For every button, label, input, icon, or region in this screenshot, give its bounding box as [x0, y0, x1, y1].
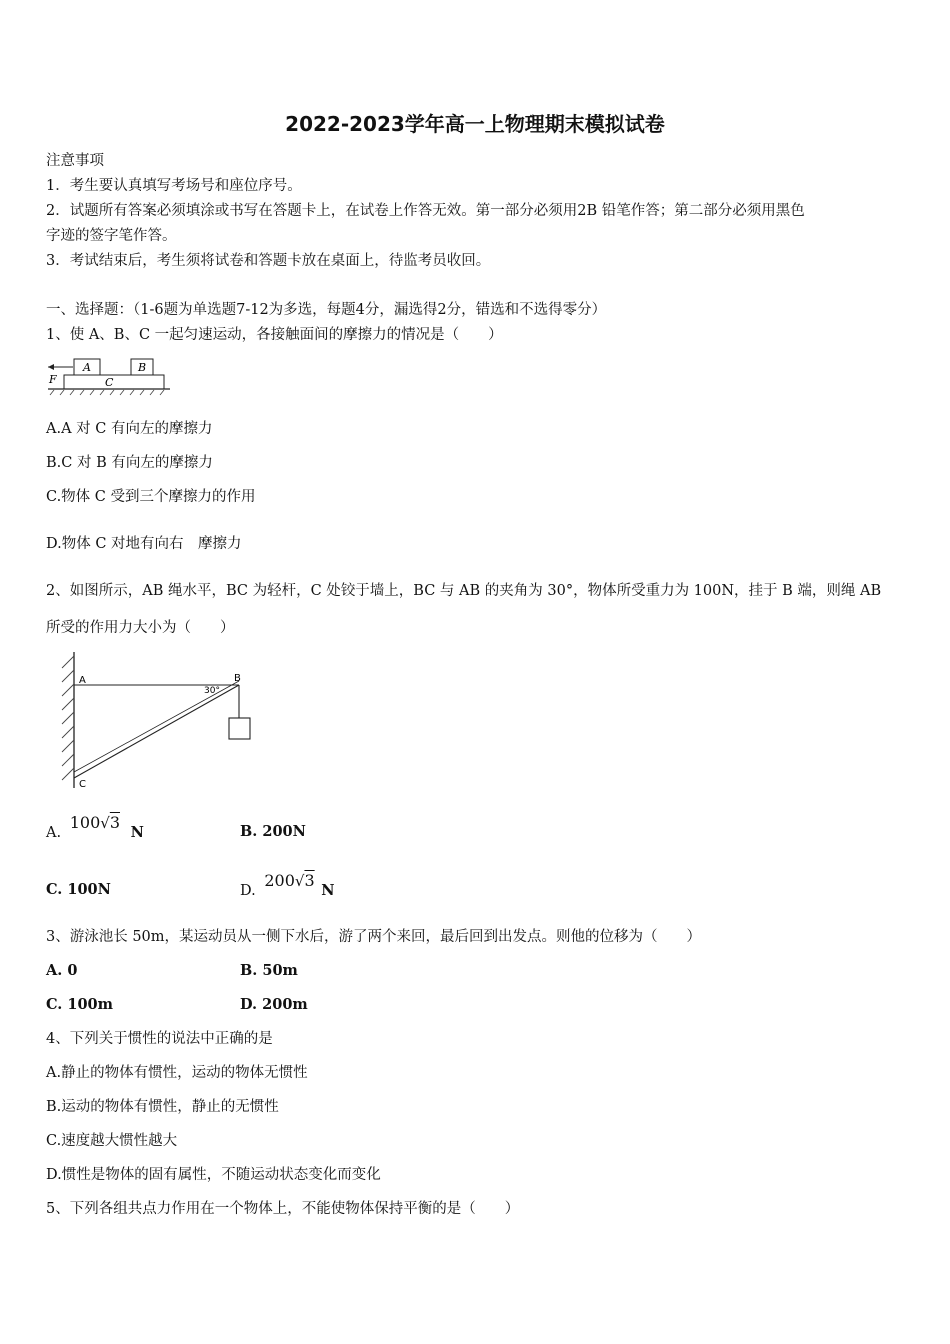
page-title: 2022-2023学年高一上物理期末模拟试卷	[285, 112, 665, 136]
q1-label-f: F	[49, 373, 57, 386]
notice-item-1: 1．考生要认真填写考场号和座位序号。	[46, 178, 302, 194]
q2-option-a-prefix: A.	[46, 825, 62, 841]
q2-option-a	[46, 813, 144, 843]
section-heading: 一、选择题：（1-6题为单选题7-12为多选，每题4分，漏选得2分，错选和不选得零分）	[46, 302, 607, 318]
q2-option-d	[240, 871, 335, 901]
notice-item-3: 3．考试结束后，考生须将试卷和答题卡放在桌面上，待监考员收回。	[46, 253, 491, 269]
q2-option-a-unit: N	[130, 824, 144, 841]
q5-stem: 5、下列各组共点力作用在一个物体上，不能使物体保持平衡的是（ ）	[46, 1201, 520, 1217]
q2-option-a-radicand: 3	[109, 813, 120, 832]
notice-item-2-cont: 字迹的签字笔作答。	[46, 228, 177, 244]
q1-label-c: C	[105, 376, 114, 389]
q2-option-d-coef: 200	[264, 871, 295, 890]
notice-heading: 注意事项	[46, 153, 104, 169]
q2-option-b: B. 200N	[240, 823, 306, 840]
q4-option-d: D.惯性是物体的固有属性，不随运动状态变化而变化	[46, 1167, 381, 1183]
q2-option-d-math	[264, 871, 314, 890]
notice-item-2: 2．试题所有答案必须填涂或书写在答题卡上，在试卷上作答无效。第一部分必须用2B 铅笔作答；第二部分必须用黑色	[46, 203, 805, 219]
q1-option-d: D.物体 C 对地有向右 摩擦力	[46, 536, 242, 552]
sqrt-icon: √	[100, 814, 110, 832]
q2-label-a: A	[79, 675, 86, 686]
q1-option-a: A.A 对 C 有向左的摩擦力	[46, 421, 213, 437]
q2-option-a-coef: 100	[69, 813, 101, 832]
q2-option-d-prefix: D.	[240, 883, 256, 899]
q2-stem-line1: 2、如图所示，AB 绳水平，BC 为轻杆，C 处铰于墙上，BC 与 AB 的夹角为 30°，物体所受重力为 100N，挂于 B 端，则绳 AB	[46, 583, 882, 599]
q2-stem-line2: 所受的作用力大小为（ ）	[46, 620, 235, 636]
q2-label-b: B	[234, 673, 241, 684]
q4-stem: 4、下列关于惯性的说法中正确的是	[46, 1031, 273, 1047]
q1-label-b: B	[138, 361, 147, 374]
q2-label-c: C	[79, 779, 86, 790]
q3-option-b: B. 50m	[240, 962, 298, 979]
sqrt-icon: √	[294, 872, 305, 890]
q1-option-c: C.物体 C 受到三个摩擦力的作用	[46, 489, 256, 505]
q3-option-c: C. 100m	[46, 996, 113, 1013]
q1-option-b: B.C 对 B 有向左的摩擦力	[46, 455, 213, 471]
q2-option-d-unit: N	[321, 882, 335, 899]
q3-option-d: D. 200m	[240, 996, 308, 1013]
q1-label-a: A	[83, 361, 91, 374]
q2-option-d-radicand: 3	[304, 871, 315, 890]
q2-angle-label: 30°	[204, 686, 220, 696]
q2-option-c: C. 100N	[46, 881, 111, 898]
q2-option-a-math	[70, 813, 120, 832]
q3-option-a: A. 0	[46, 962, 78, 979]
q3-stem: 3、游泳池长 50m，某运动员从一侧下水后，游了两个来回，最后回到出发点。则他的位移为（ ）	[46, 929, 702, 945]
q4-option-c: C.速度越大惯性越大	[46, 1133, 178, 1149]
q4-option-a: A.静止的物体有惯性，运动的物体无惯性	[46, 1065, 308, 1081]
q1-stem: 1、使 A、B、C 一起匀速运动，各接触面间的摩擦力的情况是（ ）	[46, 327, 503, 343]
q2-bracket-figure	[54, 650, 264, 792]
q4-option-b: B.运动的物体有惯性，静止的无惯性	[46, 1099, 279, 1115]
q1-blocks-figure	[44, 354, 174, 396]
